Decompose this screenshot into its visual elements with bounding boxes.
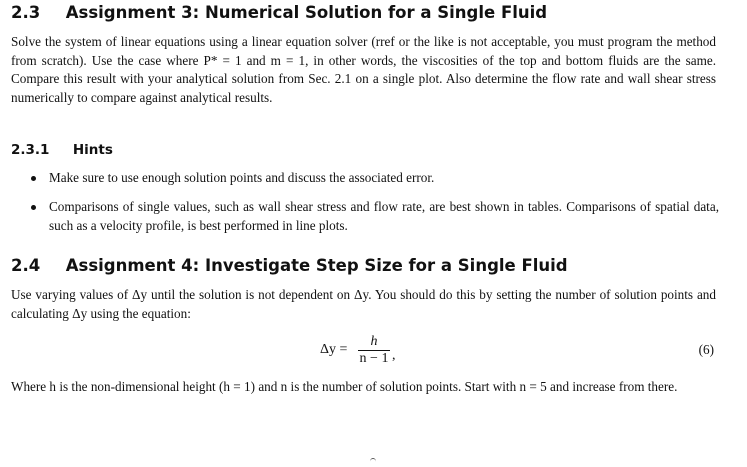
section-title: Assignment 4: Investigate Step Size for a Single Fluid [65,256,568,275]
equation-trailing: , [392,348,396,363]
page-number-fragment [370,458,376,465]
subsection-heading-2-3-1 [11,142,113,158]
section-2-4-paragraph-after: Where h is the non-dimensional height (h = 1) and n is the number of solution points. Start with n = 5 and increase from there. [11,379,678,394]
equation-numerator: h [370,334,378,349]
bullet-icon [31,205,36,210]
hint-bullet-1 [33,169,719,188]
section-heading-2-4 [11,256,568,275]
bullet-icon [31,176,36,181]
subsection-title: Hints [72,142,113,158]
equation-denominator: n − 1 [359,351,389,366]
equation-number: (6) [698,342,714,357]
section-number: 2.3 [11,3,41,22]
subsection-number: 2.3.1 [11,142,50,158]
section-title: Assignment 3: Numerical Solution for a Single Fluid [65,3,548,22]
section-2-3-paragraph: Solve the system of linear equations using a linear equation solver (rref or the like is not acceptable, you must program the method from scratch). Use the case where P* = 1 and m = 1, in other words, the viscosities of the top and bottom fluids are the same. Compare this result with your analytical solution from Sec. 2.1 on a single plot. Also determine the flow rate and wall shear stress numerically to compare against analytical results. [11,34,716,105]
section-number: 2.4 [11,256,41,275]
section-2-4-paragraph: Use varying values of Δy until the solution is not dependent on Δy. You should do this by setting the number of solution points and calculating Δy using the equation: [11,287,716,321]
hint-bullet-2 [33,198,719,235]
section-heading-2-3 [11,3,547,22]
bullet-text: Make sure to use enough solution points and discuss the associated error. [49,170,435,185]
equation-fraction [358,334,390,367]
bullet-text: Comparisons of single values, such as wall shear stress and flow rate, are best shown in tables. Comparisons of spatial data, such as a velocity profile, is best performed in line plots. [49,199,719,233]
equation-lhs: Δy = [320,342,348,357]
